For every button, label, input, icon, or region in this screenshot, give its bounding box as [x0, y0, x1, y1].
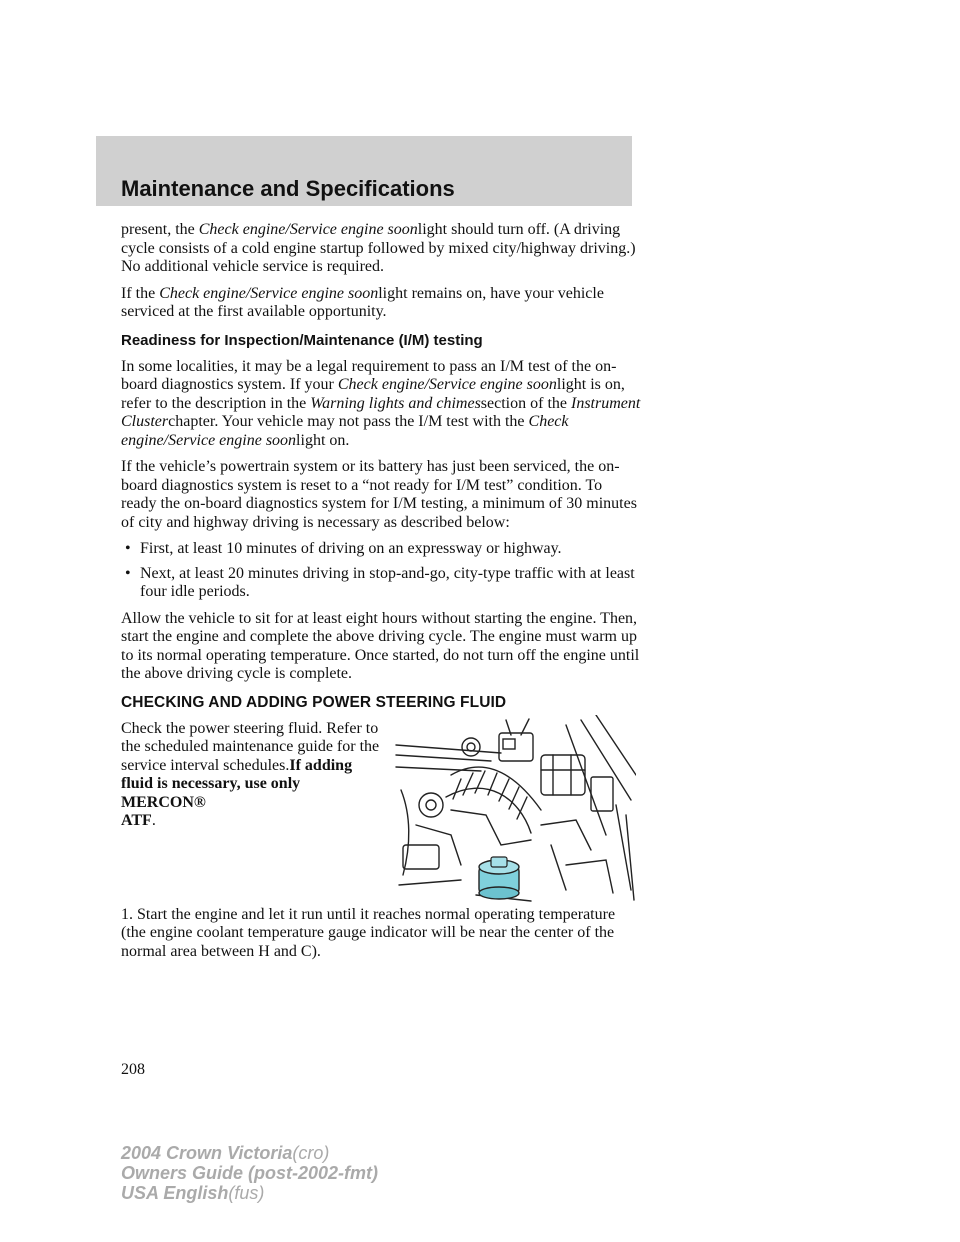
reservoir-cap-icon — [479, 857, 519, 899]
subheading-readiness: Readiness for Inspection/Maintenance (I/M) testing — [121, 331, 483, 349]
footer — [121, 1143, 378, 1203]
bullet-list — [121, 540, 641, 602]
footer-line-1: 2004 Crown Victoria(cro) — [121, 1143, 330, 1163]
step-1: 1. Start the engine and let it run until it reaches normal operating temperature (the engine coolant temperature gauge indicator will be near the center of the normal area between H and C). — [121, 905, 616, 960]
engine-compartment-illustration — [391, 715, 636, 905]
page-title: Maintenance and Specifications — [121, 176, 455, 201]
section-heading: CHECKING AND ADDING POWER STEERING FLUID — [121, 693, 507, 711]
paragraph-2: If the Check engine/Service engine soonlight remains on, have your vehicle serviced at the first available opportunity. — [121, 284, 604, 320]
page-content — [121, 221, 641, 969]
bullet-icon: • — [125, 564, 131, 582]
footer-line-2: Owners Guide (post-2002-fmt) — [121, 1163, 379, 1183]
list-item: • Next, at least 20 minutes driving in stop-and-go, city-type traffic with at least four idle periods. — [125, 564, 635, 600]
page-number: 208 — [121, 1061, 145, 1078]
paragraph-5: Allow the vehicle to sit for at least eight hours without starting the engine. Then, start the engine and complete the above driving cycle. The engine must warm up to its normal operating temperature. Once started, do not turn off the engine until the above driving cycle is complete. — [121, 609, 640, 682]
figure-row — [121, 720, 641, 906]
list-item: • First, at least 10 minutes of driving on an expressway or highway. — [125, 540, 562, 557]
paragraph-1: present, the Check engine/Service engine soonlight should turn off. (A driving cycle consists of a cold engine startup followed by mixed city/highway driving.) No additional vehicle service is required. — [121, 221, 636, 275]
paragraph-4: If the vehicle’s powertrain system or its battery has just been serviced, the on-board diagnostics system is reset to a “not ready for I/M test” condition. To ready the on-board diagnostics system for I/M testing, a minimum of 30 minutes of city and highway driving is necessary as described below: — [121, 458, 637, 531]
bullet-icon: • — [125, 540, 131, 557]
paragraph-3: In some localities, it may be a legal requirement to pass an I/M test of the on-board diagnostics system. If your Check engine/Service engine soonlight is on, refer to the description in the Warning lights and chimessection of the Instrument Clusterchapter. Your vehicle may not pass the I/M test with the Check engine/Service engine soonlight on. — [121, 357, 641, 449]
footer-line-3: USA English(fus) — [121, 1183, 265, 1203]
figure-caption-text: Check the power steering fluid. Refer to the scheduled maintenance guide for the service interval schedules.If adding fluid is necessary, use only MERCON® ATF. — [121, 719, 380, 829]
